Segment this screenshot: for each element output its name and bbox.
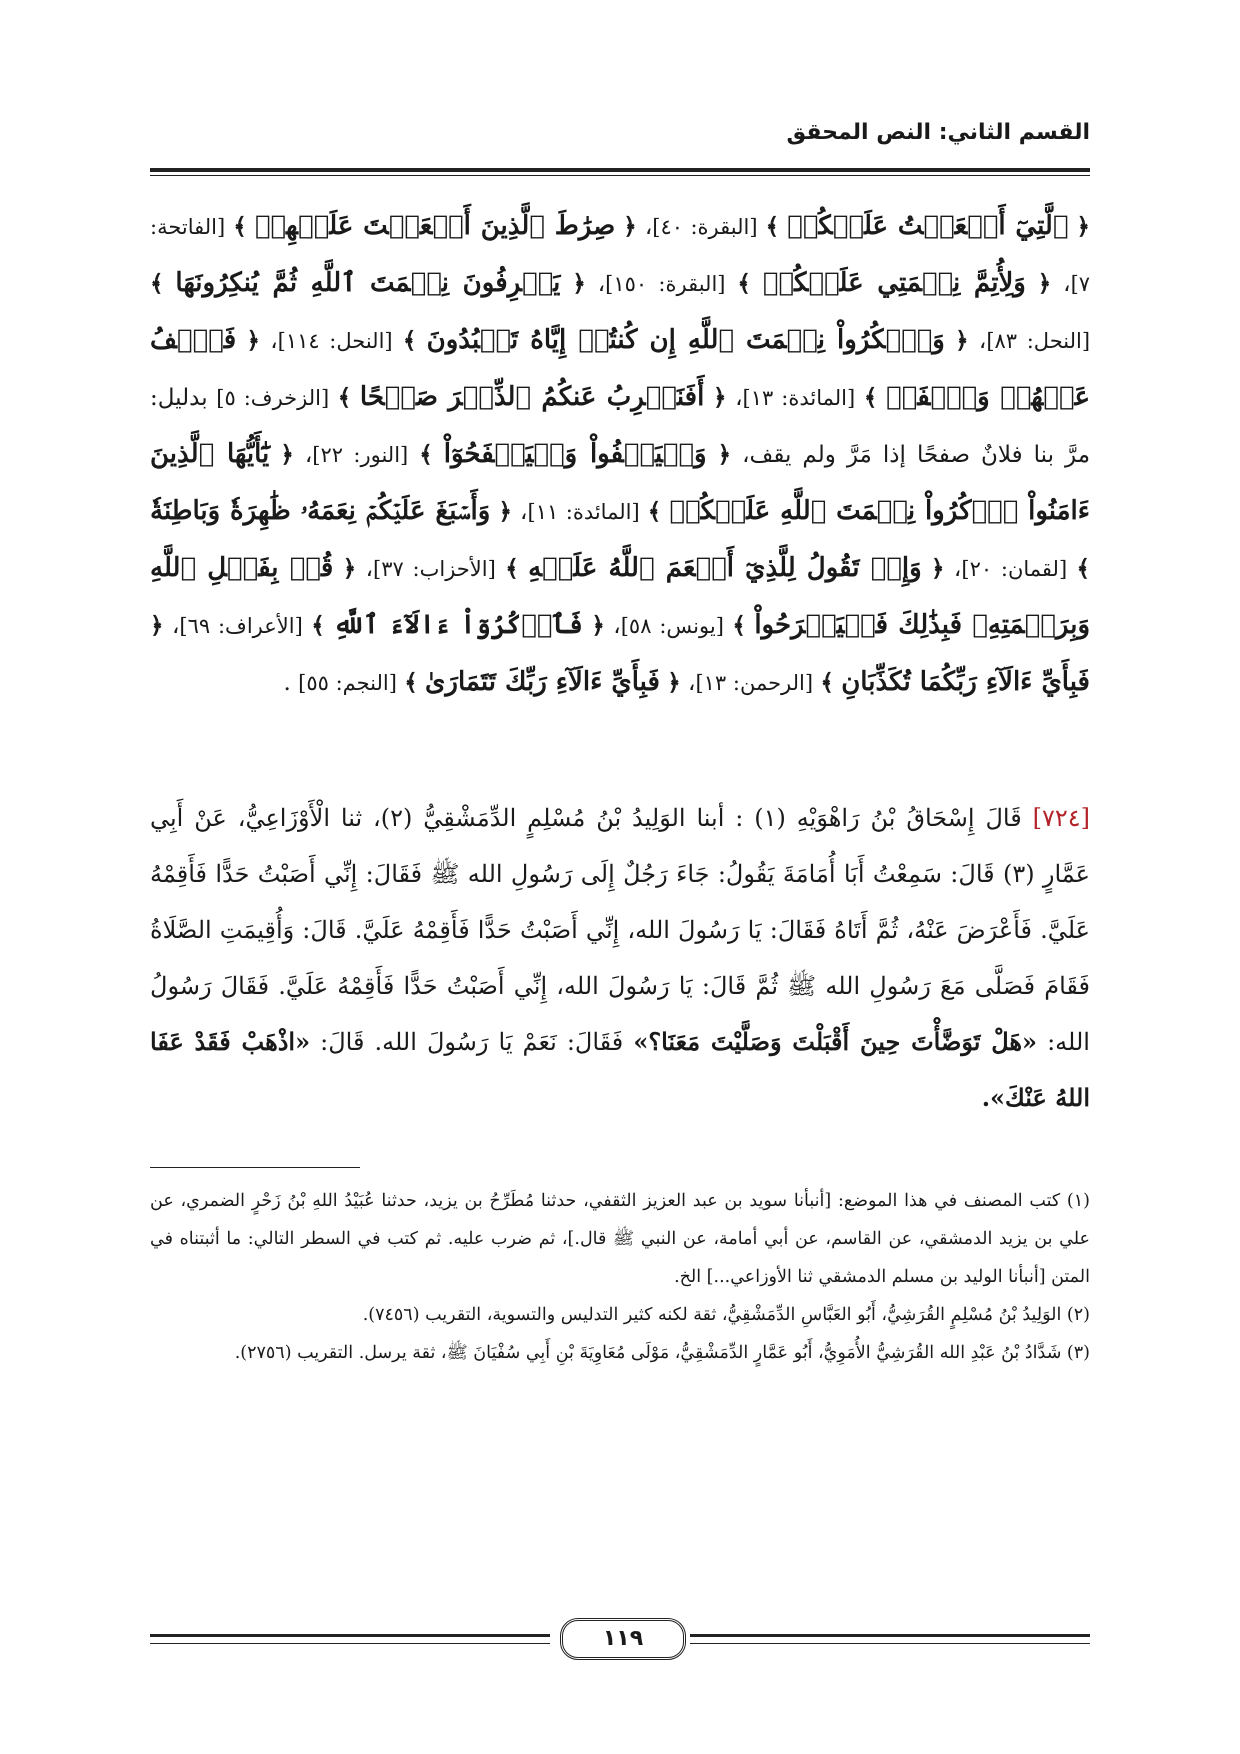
quran-verse: ﴿ يَٰٓأَيُّهَا ٱلَّذِينَ ءَامَنُواْ ٱذۡكُرُواْ نِعۡمَتَ ٱللَّهِ عَلَيۡكُمۡ ﴾ [المائدة: ١١]، (150, 439, 1090, 526)
footer-rule-left (150, 1634, 550, 1644)
footer-rule-right (690, 1634, 1090, 1644)
footnotes (150, 1182, 1090, 1372)
footnote-1: (١) كتب المصنف في هذا الموضع: [أنبأنا سويد بن عبد العزيز الثقفي، حدثنا مُطَرِّحُ بن يزيد، حدثنا عُبَيْدُ اللهِ بْنُ زَحْرٍ الضمري، عن علي بن يزيد الدمشقي، عن القاسم، عن أبي أمامة، عن النبي ﷺ قال.]، ثم ضرب عليه. ثم كتب في السطر التالي: ما أثبتناه في المتن [أنبأنا الوليد بن مسلم الدمشقي ثنا الأوزاعي...] الخ. (150, 1191, 1090, 1287)
quran-explanation: بدليل: مرَّ بنا فلانٌ صفحًا إذا مَرَّ ولم يقف، (150, 385, 1091, 468)
quran-verse: ﴿ وَأَسۡبَغَ عَلَيۡكُمۡ نِعَمَهُۥ ظَٰهِرَةٗ وَبَاطِنَةٗ ﴾ [لقمان: ٢٠]، (150, 496, 1091, 582)
hadith-number: [٧٢٤] (1032, 804, 1090, 832)
quran-verse: ﴿ وَإِذۡ تَقُولُ لِلَّذِيٓ أَنۡعَمَ ٱللَّهُ عَلَيۡهِ ﴾ [الأحزاب: ٣٧]، (356, 553, 945, 583)
footnote-separator (150, 1167, 360, 1168)
running-header: القسم الثاني: النص المحقق (786, 120, 1090, 145)
quran-verse: ﴿ وَلِأُتِمَّ نِعۡمَتِي عَلَيۡكُمۡ ﴾ [البقرة: ١٥٠]، (585, 268, 1052, 298)
prophet-question: «هَلْ تَوَضَّأْتَ حِينَ أَقْبَلْتَ وَصَلَّيْتَ مَعَنَا؟» (633, 1027, 1038, 1056)
quran-verse: ﴿ صِرَٰطَ ٱلَّذِينَ أَنۡعَمۡتَ عَلَيۡهِمۡ ﴾ [الفاتحة: ٧]، (150, 211, 1091, 297)
prophet-answer: «اذْهَبْ فَقَدْ عَفَا اللهُ عَنْكَ». (150, 1027, 1090, 1112)
quran-verse: ﴿ فَبِأَيِّ ءَالَآءِ رَبِّكُمَا تُكَذِّبَانِ ﴾ [الرحمن: ١٣]، (150, 612, 1090, 697)
footnote-3: (٣) شَدَّادُ بْنُ عَبْدِ الله القُرَشِيُّ الأُمَوِيُّ، أَبُو عَمَّارٍ الدِّمَشْقِيُّ، مَوْلَى مُعَاوِيَةَ بْنِ أَبِي سُفْيَانَ ﷺ، ثقة يرسل. التقريب (٢٧٥٦). (234, 1343, 1090, 1363)
quran-verse: ﴿ فَٱعۡفُ عَنۡهُمۡ وَٱصۡفَحۡ ﴾ [المائدة: ١٣]، (150, 325, 1090, 412)
quran-verse: ﴿ وَٱشۡكُرُواْ نِعۡمَتَ ٱللَّهِ إِن كُنتُمۡ إِيَّاهُ تَعۡبُدُونَ ﴾ [النحل: ١١٤]، (259, 325, 969, 355)
hadith-narration-continued: فَقَالَ: نَعَمْ يَا رَسُولَ الله. قَالَ: (320, 1028, 624, 1056)
quran-verse: ﴿ فَٱذۡكُرُوٓاْ ءَالَآءَ ٱللَّهِ ﴾ [الأعراف: ٦٩]، (163, 610, 605, 640)
quran-verse: ﴿ أَفَنَضۡرِبُ عَنكُمُ ٱلذِّكۡرَ صَفۡحًا ﴾ [الزخرف: ٥] (216, 382, 727, 412)
header-divider (150, 168, 1090, 176)
quran-passage (150, 198, 1090, 711)
quran-verse: ﴿ ٱلَّتِيٓ أَنۡعَمۡتُ عَلَيۡكُمۡ ﴾ [البقرة: ٤٠]، (636, 211, 1091, 241)
footnote-2: (٢) الوَلِيدُ بْنُ مُسْلِمٍ القُرَشِيُّ، أَبُو العَبَّاسِ الدِّمَشْقِيُّ، ثقة لكنه كثير التدليس والتسوية، التقريب (٧٤٥٦). (362, 1305, 1090, 1325)
hadith-724 (150, 790, 1090, 1126)
hadith-narration: قَالَ إِسْحَاقُ بْنُ رَاهْوَيْهِ (١) : أبنا الوَلِيدُ بْنُ مُسْلِمٍ الدِّمَشْقِيُّ (٢)، ثنا الْأَوْزَاعِيُّ، عَنْ أَبِي عَمَّارٍ (٣) قَالَ: سَمِعْتُ أَبَا أُمَامَةَ يَقُولُ: جَاءَ رَجُلٌ إِلَى رَسُولِ الله ﷺ فَقَالَ: إِنِّي أَصَبْتُ حَدًّا فَأَقِمْهُ عَلَيَّ. فَأَعْرَضَ عَنْهُ، ثُمَّ أَتَاهُ فَقَالَ: يَا رَسُولَ الله، إِنِّي أَصَبْتُ حَدًّا فَأَقِمْهُ عَلَيَّ. قَالَ: وَأُقِيمَتِ الصَّلَاةُ فَقَامَ فَصَلَّى مَعَ رَسُولِ الله ﷺ ثُمَّ قَالَ: يَا رَسُولَ الله، إِنِّي أَصَبْتُ حَدًّا فَأَقِمْهُ عَلَيَّ. فَقَالَ رَسُولُ الله: (150, 804, 1091, 1056)
quran-verse: ﴿ يَعۡرِفُونَ نِعۡمَتَ ٱللَّهِ ثُمَّ يُنكِرُونَهَا ﴾ [النحل: ٨٣]، (150, 268, 1091, 354)
quran-verse: ﴿ وَلۡيَعۡفُواْ وَلۡيَصۡفَحُوٓاْ ﴾ [النور: ٢٢]، (293, 439, 732, 469)
page-number: ١١٩ (560, 1618, 686, 1660)
quran-verse: ﴿ قُلۡ بِفَضۡلِ ٱللَّهِ وَبِرَحۡمَتِهِۦ فَبِذَٰلِكَ فَلۡيَفۡرَحُواْ ﴾ [يونس: ٥٨]، (150, 553, 1091, 640)
quran-verse: ﴿ فَبِأَيِّ ءَالَآءِ رَبِّكَ تَتَمَارَىٰ ﴾ [النجم: ٥٥] . (283, 667, 681, 697)
